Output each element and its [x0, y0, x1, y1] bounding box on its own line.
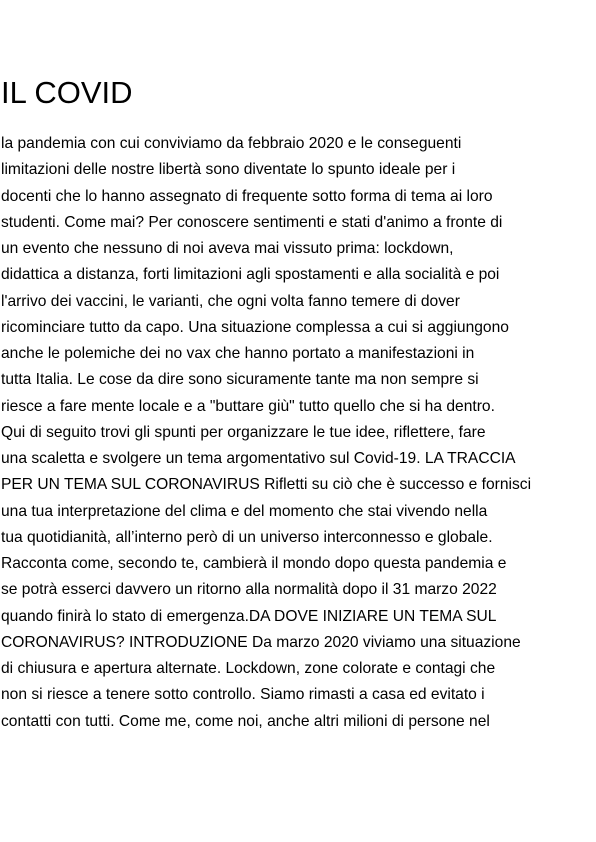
- body-line: didattica a distanza, forti limitazioni agli spostamenti e alla socialità e poi: [1, 266, 500, 284]
- body-line: docenti che lo hanno assegnato di frequente sotto forma di tema ai loro: [1, 187, 493, 205]
- body-line: limitazioni delle nostre libertà sono diventate lo spunto ideale per i: [1, 161, 456, 179]
- body-line: PER UN TEMA SUL CORONAVIRUS Rifletti su ciò che è successo e fornisci: [1, 476, 532, 494]
- document-title: IL COVID: [1, 75, 133, 110]
- body-line: ricominciare tutto da capo. Una situazione complessa a cui si aggiungono: [1, 318, 509, 336]
- body-line: anche le polemiche dei no vax che hanno portato a manifestazioni in: [1, 345, 475, 362]
- body-line: se potrà esserci davvero un ritorno alla normalità dopo il 31 marzo 2022: [1, 581, 497, 599]
- body-line: contatti con tutti. Come me, come noi, anche altri milioni di persone nel: [1, 712, 490, 730]
- body-line: di chiusura e apertura alternate. Lockdown, zone colorate e contagi che: [1, 660, 496, 677]
- body-line: riesce a fare mente locale e a "buttare giù" tutto quello che si ha dentro.: [1, 397, 495, 415]
- body-line: Racconta come, secondo te, cambierà il mondo dopo questa pandemia e: [1, 555, 507, 572]
- document-body: [1, 131, 595, 735]
- body-line: Qui di seguito trovi gli spunti per organizzare le tue idee, riflettere, fare: [1, 423, 486, 441]
- body-line: studenti. Come mai? Per conoscere sentimenti e stati d'animo a fronte di: [1, 213, 503, 231]
- body-line: non si riesce a tenere sotto controllo. Siamo rimasti a casa ed evitato i: [1, 686, 485, 704]
- body-line: tua quotidianità, all’interno però di un universo interconnesso e globale.: [1, 528, 493, 546]
- body-line: una tua interpretazione del clima e del momento che stai vivendo nella: [1, 502, 488, 520]
- body-line: CORONAVIRUS? INTRODUZIONE Da marzo 2020 viviamo una situazione: [1, 633, 521, 651]
- body-line: l'arrivo dei vaccini, le varianti, che ogni volta fanno temere di dover: [1, 292, 460, 310]
- body-line: la pandemia con cui conviviamo da febbraio 2020 e le conseguenti: [1, 135, 462, 152]
- body-line: quando finirà lo stato di emergenza.DA DOVE INIZIARE UN TEMA SUL: [1, 607, 497, 625]
- body-line: una scaletta e svolgere un tema argomentativo sul Covid-19. LA TRACCIA: [1, 450, 516, 467]
- body-line: un evento che nessuno di noi aveva mai vissuto prima: lockdown,: [1, 240, 454, 257]
- body-line: tutta Italia. Le cose da dire sono sicuramente tante ma non sempre si: [1, 371, 479, 389]
